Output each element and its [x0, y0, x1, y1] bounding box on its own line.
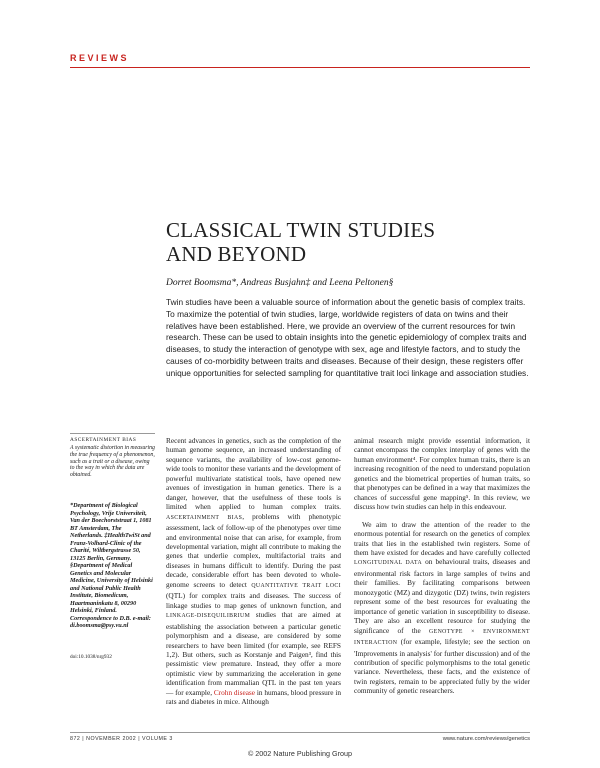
body-paragraph: Recent advances in genetics, such as the completion of the human genome sequence, an increased understanding of sequence variants, the availability of low-cost genome-wide tools to monitor these variants and the development of powerful multivariate statistical tools, have opened new avenues of investigation in human genetics. There is a danger, however, that the usefulness of these tools is limited when applied to human complex traits. ASCERTAINMENT BIAS, problems with phenotypic assessment, lack of follow-up of the phenotypes over time and environmental noise that can arise, for example, from developmental variation, might all contribute to making the genes that underlie complex, multifactorial traits and diseases in humans difficult to identify. During the past decade, considerable effort has been devoted to whole-genome screens to detect QUANTITATIVE TRAIT LOCI (QTL) for complex traits and diseases. The success of linkage studies to map genes of unknown function, and LINKAGE-DISEQUILIBRIUM studies that are aimed at establishing the association between a particular genetic polymorphism and a disease, are considered by some researchers to have been limited (for example, see REFS 1,2). But others, such as Korstanje and Paigen³, find this pessimistic view premature. Instead, they offer a more optimistic view by summarizing the acceleration in gene identification from mammalian QTL in the past ten years — for example, Crohn disease in humans, blood pressure in rats and diabetes in mice. Although — [166, 436, 342, 707]
header-rule — [70, 67, 530, 68]
glossary-ref[interactable]: LINKAGE-DISEQUILIBRIUM — [166, 613, 251, 620]
section-label: REVIEWS — [70, 53, 130, 63]
sidebar-rule — [70, 433, 155, 434]
title-line-1: CLASSICAL TWIN STUDIES — [166, 218, 436, 242]
author-affiliations: *Department of Biological Psychology, Vrije Universiteit, Van der Boechorststraat 1, 1081 BT Amsterdam, The Netherlands. ‡HealthTwiSt and Franz-Volhard-Clinic of the Charité, Wiltbergstrasse 50, 13125 Berlin, Germany. §Department of Medical Genetics and Molecular Medicine, University of Helsinki and National Public Health Institute, Biomedicum, Haartmaninkatu 8, 00290 Helsinki, Finland. Correspondence to D.B. e-mail: di.boomsma@psy.vu.nl — [70, 502, 153, 629]
glossary-ref[interactable]: GENOTYPE × ENVIRONMENT INTERACTION — [354, 628, 530, 647]
crohn-disease-link[interactable]: Crohn disease — [213, 687, 256, 697]
title-line-2: AND BEYOND — [166, 242, 307, 266]
author-list: Dorret Boomsma*, Andreas Busjahn‡ and Leena Peltonen§ — [166, 278, 394, 288]
body-paragraph: animal research might provide essential information, it cannot encompass the complex interplay of genes with the human environment⁴. For complex human traits, there is an increasing recognition of the need to understand population genetics and the biometrical properties of human traits, so that phenotypes can be defined in a way that maximizes the chances of successful gene mapping⁵. In this review, we discuss how twin studies can help in this endeavour. — [354, 436, 530, 512]
doi: doi:10.1038/nrg932 — [70, 654, 112, 660]
glossary-ref[interactable]: LONGITUDINAL DATA — [354, 560, 423, 567]
glossary-ref[interactable]: ASCERTAINMENT BIAS — [166, 514, 243, 521]
abstract: Twin studies have been a valuable source of information about the genetic basis of complex traits. To maximize the potential of twin studies, large, worldwide registers of data on twins and their relatives have been established. Here, we provide an overview of the current resources for twin research. These can be used to obtain insights into the genetic epidemiology of complex traits and diseases, to study the interaction of genotype with sex, age and lifestyle factors, and to study the causes of co-morbidity between traits and diseases. Because of their design, these registers offer unique opportunities for selected sampling for quantitative trait loci linkage and association studies. — [166, 297, 529, 378]
body-paragraph: We aim to draw the attention of the reader to the enormous potential for research on the genetics of complex traits that lies in the established twin registers. Some of them have existed for decades and have carefully collected LONGITUDINAL DATA on behavioural traits, diseases and environmental risk factors in large samples of twins and their families. By facilitating comparisons between monozygotic (MZ) and dizygotic (DZ) twins, twin registers represent some of the best resources for evaluating the importance of genetic variation in susceptibility to disease. They are also an excellent resource for studying the significance of the GENOTYPE × ENVIRONMENT INTERACTION (for example, lifestyle; see the section on 'Improvements in analysis' for further discussion) and of the contribution of specific polymorphisms to the total genetic variance. Nevertheless, these facts, and the existence of twin registers, remain to be appreciated fully by the wider community of genetic researchers. — [354, 519, 531, 696]
copyright-notice: © 2002 Nature Publishing Group — [248, 749, 352, 758]
glossary-term: ASCERTAINMENT BIAS — [70, 437, 137, 443]
footer-page-info: 872 | NOVEMBER 2002 | VOLUME 3 — [70, 736, 173, 742]
footer-rule — [70, 732, 530, 733]
footer-url[interactable]: www.nature.com/reviews/genetics — [442, 736, 530, 742]
article-title — [166, 218, 546, 266]
glossary-ref[interactable]: QUANTITATIVE TRAIT LOCI — [251, 582, 342, 589]
body-column-1 — [166, 436, 341, 707]
body-column-2 — [354, 436, 530, 696]
glossary-definition: A systematic distortion in measuring the true frequency of a phenomenon, such as a trait or a disease, owing to the way in which the data are obtained. — [70, 445, 155, 479]
